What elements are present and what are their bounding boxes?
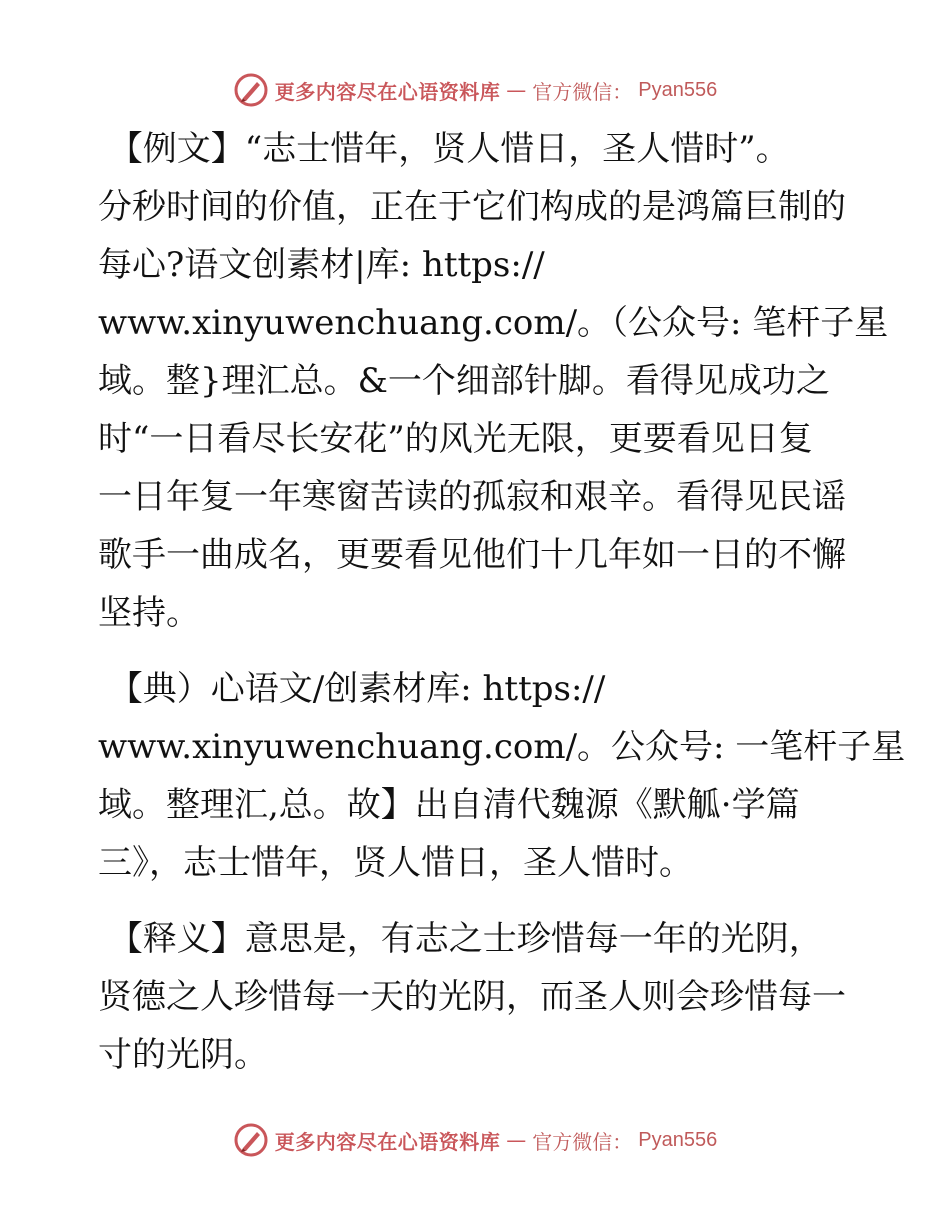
text-line: 【例文】“志士惜年，贤人惜日，圣人惜时”。 bbox=[98, 129, 790, 169]
pen-logo-icon bbox=[233, 1122, 269, 1158]
text-line: 【释义】意思是，有志之士珍惜每一年的光阴， bbox=[98, 919, 823, 959]
text-line: 三》，志士惜年，贤人惜日，圣人惜时。 bbox=[98, 843, 693, 883]
banner-main-text: 更多内容尽在心语资料库 bbox=[274, 79, 501, 104]
text-line: 坚持。 bbox=[98, 593, 200, 633]
banner-sub-text: 官方微信： bbox=[532, 79, 633, 104]
banner-dash: — bbox=[506, 1128, 527, 1152]
banner-main-text: 更多内容尽在心语资料库 bbox=[274, 1129, 501, 1154]
banner-dash: — bbox=[506, 78, 527, 102]
text-line: www.xinyuwenchuang.com/。公众号: 一笔杆子星 bbox=[98, 727, 906, 767]
text-line: www.xinyuwenchuang.com/。（公众号: 笔杆子星 bbox=[98, 303, 889, 343]
text-line: 【典）心语文/创素材库: https:// bbox=[98, 669, 606, 709]
text-line: 歌手一曲成名，更要看见他们十几年如一日的不懈 bbox=[98, 535, 846, 575]
footer-banner bbox=[0, 1122, 950, 1158]
header-banner bbox=[0, 72, 950, 108]
text-line: 寸的光阴。 bbox=[98, 1035, 268, 1075]
document-body bbox=[98, 120, 906, 1102]
pen-logo-icon bbox=[233, 72, 269, 108]
banner-wechat-id: Pyan556 bbox=[638, 78, 718, 101]
text-line: 贤德之人珍惜每一天的光阴，而圣人则会珍惜每一 bbox=[98, 977, 846, 1017]
banner-wechat-id: Pyan556 bbox=[638, 1128, 718, 1151]
paragraph-meaning bbox=[98, 910, 858, 1084]
text-line: 分秒时间的价值，正在于它们构成的是鸿篇巨制的 bbox=[98, 187, 846, 227]
text-line: 每心?语文创素材|库: https:// bbox=[98, 245, 545, 285]
text-line: 一日年复一年寒窗苦读的孤寂和艰辛。看得见民谣 bbox=[98, 477, 846, 517]
text-line: 域。整理汇,总。故】出自清代魏源《默觚·学篇 bbox=[98, 785, 800, 825]
paragraph-example bbox=[98, 120, 889, 642]
paragraph-source bbox=[98, 660, 906, 892]
banner-sub-text: 官方微信： bbox=[532, 1129, 633, 1154]
text-line: 时“一日看尽长安花”的风光无限，更要看见日复 bbox=[98, 419, 813, 459]
text-line: 域。整}理汇总。&一个细部针脚。看得见成功之 bbox=[98, 361, 830, 401]
